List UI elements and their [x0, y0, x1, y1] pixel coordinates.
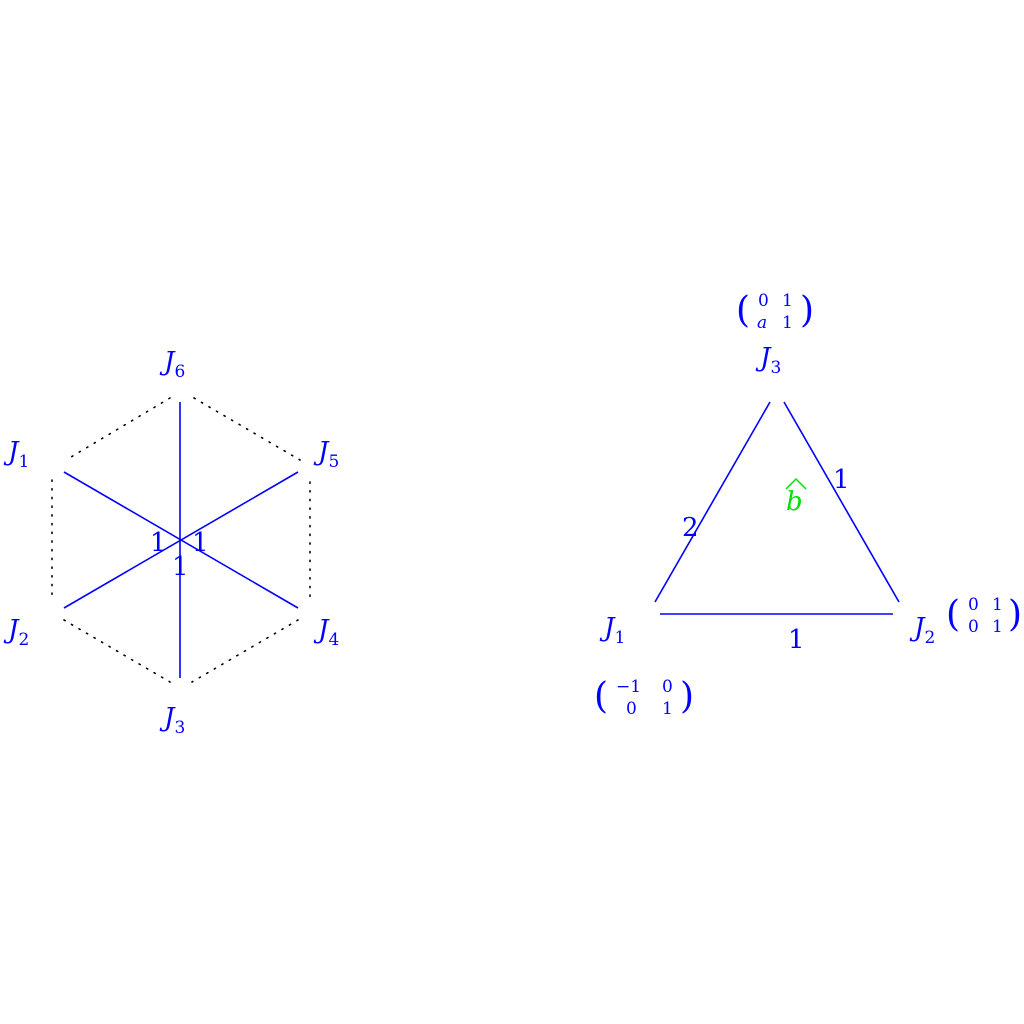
node-label-j4: $J_4$	[318, 615, 340, 650]
node-label-j6: $J_6$	[164, 347, 186, 382]
matrix-j2	[946, 594, 1022, 637]
matrix-paren-right: )	[680, 676, 695, 717]
edge-label-bottom: 1	[788, 625, 805, 655]
matrix-paren-left: (	[946, 594, 961, 635]
matrix-paren-left: (	[594, 676, 609, 717]
node-label-j3: $J_3$	[760, 343, 782, 378]
center-label-b-hat	[786, 479, 806, 517]
weight-label: 1	[192, 528, 209, 558]
node-label-j2: $J_2$	[914, 613, 936, 648]
triangle-graph	[594, 290, 1022, 719]
matrix-cell: 1	[992, 595, 1003, 615]
node-label-j5: $J_5$	[318, 437, 340, 472]
edge-label-left: 2	[682, 513, 699, 543]
matrix-cell: 1	[782, 313, 793, 333]
matrix-cell: 0	[626, 699, 637, 719]
matrix-cell: 0	[662, 677, 673, 697]
weight-label: 1	[172, 552, 189, 582]
edge-label-right: 1	[833, 465, 850, 495]
hex-dotted-edge	[194, 398, 300, 460]
matrix-cell: 0	[968, 617, 979, 637]
edge-j3-j1	[655, 402, 770, 602]
matrix-j1	[594, 676, 694, 719]
matrix-paren-left: (	[736, 290, 751, 331]
hexagon-diagonals	[64, 402, 298, 678]
matrix-cell: 0	[758, 291, 769, 311]
weight-label: 1	[150, 528, 167, 558]
node-label-j3: $J_3$	[164, 703, 186, 738]
node-label-j2: $J_2$	[8, 615, 30, 650]
matrix-paren-right: )	[800, 290, 815, 331]
center-label: b	[786, 487, 803, 517]
matrix-cell: a	[757, 313, 768, 333]
hexagon-graph	[3, 347, 339, 738]
hex-dotted-edge	[64, 620, 170, 682]
hex-dotted-edge	[192, 620, 298, 682]
matrix-cell: 0	[968, 595, 979, 615]
node-label-j1: $J_1$	[8, 437, 30, 472]
hex-dotted-edge	[66, 398, 170, 460]
matrix-cell: 1	[992, 617, 1003, 637]
matrix-cell: 1	[662, 699, 673, 719]
node-label-j1: $J_1$	[604, 613, 626, 648]
matrix-j3	[736, 290, 814, 333]
matrix-cell: −1	[616, 677, 642, 697]
matrix-cell: 1	[782, 291, 793, 311]
matrix-paren-right: )	[1008, 594, 1023, 635]
triangle-edges	[655, 402, 899, 614]
